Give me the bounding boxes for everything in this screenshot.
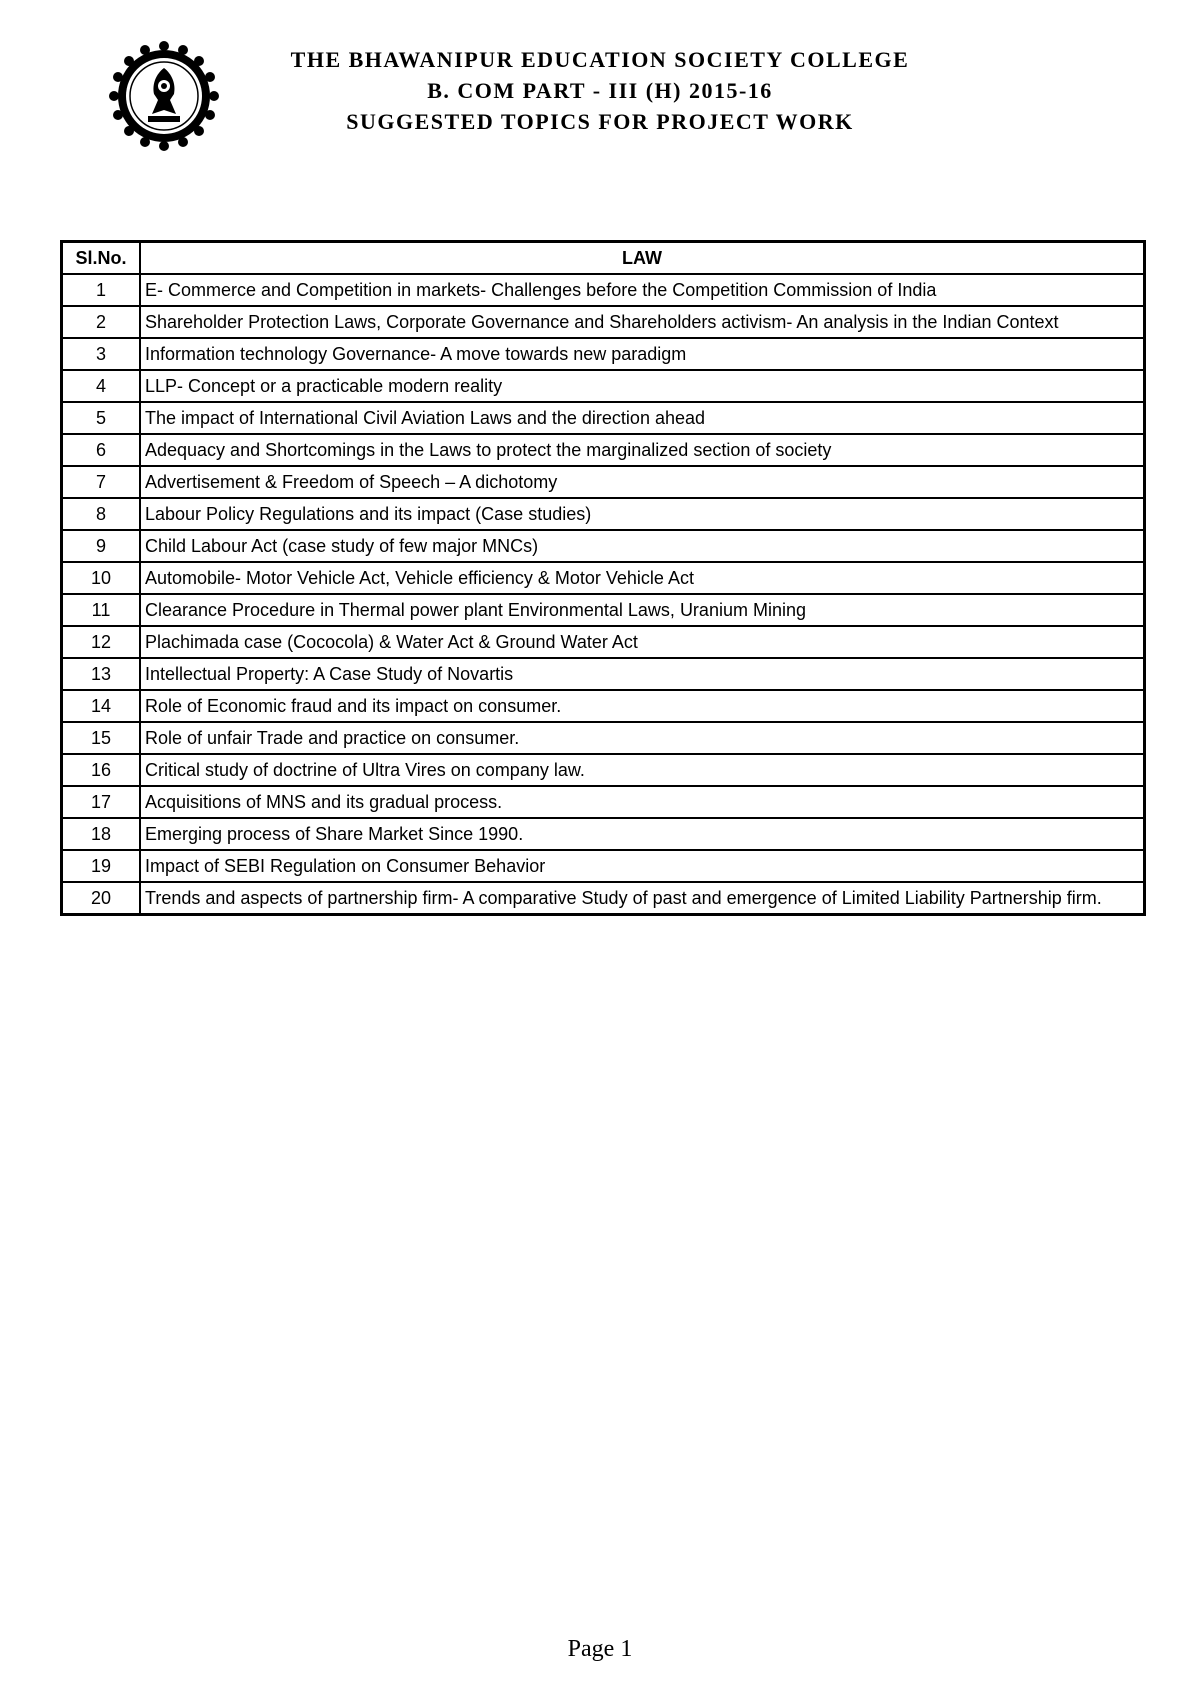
- table-row: [62, 882, 1145, 915]
- topic-cell: Trends and aspects of partnership firm- A comparative Study of past and emergence of Limited Liability Partnership firm.: [140, 882, 1145, 915]
- table-row: [62, 722, 1145, 754]
- topic-cell: Acquisitions of MNS and its gradual process.: [140, 786, 1145, 818]
- serial-number-cell: 8: [62, 498, 141, 530]
- document-title: SUGGESTED TOPICS FOR PROJECT WORK: [346, 109, 854, 134]
- topic-cell: E- Commerce and Competition in markets- Challenges before the Competition Commission of India: [140, 274, 1145, 306]
- table-row: [62, 402, 1145, 434]
- serial-number-cell: 10: [62, 562, 141, 594]
- table-row: [62, 306, 1145, 338]
- topic-cell: Advertisement & Freedom of Speech – A dichotomy: [140, 466, 1145, 498]
- topic-cell: Critical study of doctrine of Ultra Vires on company law.: [140, 754, 1145, 786]
- table-body: [62, 274, 1145, 915]
- topic-cell: LLP- Concept or a practicable modern reality: [140, 370, 1145, 402]
- topic-cell: Shareholder Protection Laws, Corporate Governance and Shareholders activism- An analysis in the Indian Context: [140, 306, 1145, 338]
- serial-number-cell: 6: [62, 434, 141, 466]
- topic-cell: Plachimada case (Cococola) & Water Act & Ground Water Act: [140, 626, 1145, 658]
- topic-cell: Emerging process of Share Market Since 1990.: [140, 818, 1145, 850]
- document-header: [240, 44, 960, 137]
- page-number: Page 1: [567, 1636, 633, 1662]
- table-row: [62, 466, 1145, 498]
- table-row: [62, 658, 1145, 690]
- topic-cell: Child Labour Act (case study of few major MNCs): [140, 530, 1145, 562]
- table-row: [62, 850, 1145, 882]
- serial-number-cell: 19: [62, 850, 141, 882]
- college-logo-seal: [108, 40, 220, 152]
- project-topics-table: [60, 240, 1146, 916]
- column-header-sl-no: Sl.No.: [62, 242, 141, 275]
- table-row: [62, 690, 1145, 722]
- serial-number-cell: 20: [62, 882, 141, 915]
- topic-cell: Role of Economic fraud and its impact on consumer.: [140, 690, 1145, 722]
- serial-number-cell: 1: [62, 274, 141, 306]
- table-row: [62, 818, 1145, 850]
- topic-cell: Role of unfair Trade and practice on consumer.: [140, 722, 1145, 754]
- table-row: [62, 530, 1145, 562]
- table-row: [62, 754, 1145, 786]
- column-header-law: LAW: [140, 242, 1145, 275]
- table-row: [62, 434, 1145, 466]
- topic-cell: Impact of SEBI Regulation on Consumer Behavior: [140, 850, 1145, 882]
- serial-number-cell: 3: [62, 338, 141, 370]
- serial-number-cell: 11: [62, 594, 141, 626]
- course-year: B. COM PART - III (H) 2015-16: [427, 78, 773, 103]
- serial-number-cell: 4: [62, 370, 141, 402]
- serial-number-cell: 16: [62, 754, 141, 786]
- topic-cell: The impact of International Civil Aviation Laws and the direction ahead: [140, 402, 1145, 434]
- serial-number-cell: 15: [62, 722, 141, 754]
- table-row: [62, 498, 1145, 530]
- serial-number-cell: 17: [62, 786, 141, 818]
- table-row: [62, 594, 1145, 626]
- table-header-row: [62, 242, 1145, 275]
- serial-number-cell: 14: [62, 690, 141, 722]
- serial-number-cell: 7: [62, 466, 141, 498]
- table-row: [62, 626, 1145, 658]
- table-row: [62, 338, 1145, 370]
- table-row: [62, 562, 1145, 594]
- serial-number-cell: 12: [62, 626, 141, 658]
- serial-number-cell: 2: [62, 306, 141, 338]
- topic-cell: Clearance Procedure in Thermal power plant Environmental Laws, Uranium Mining: [140, 594, 1145, 626]
- topic-cell: Information technology Governance- A move towards new paradigm: [140, 338, 1145, 370]
- table-row: [62, 786, 1145, 818]
- serial-number-cell: 18: [62, 818, 141, 850]
- table-row: [62, 370, 1145, 402]
- topic-cell: Adequacy and Shortcomings in the Laws to protect the marginalized section of society: [140, 434, 1145, 466]
- topic-cell: Automobile- Motor Vehicle Act, Vehicle efficiency & Motor Vehicle Act: [140, 562, 1145, 594]
- serial-number-cell: 13: [62, 658, 141, 690]
- college-name: THE BHAWANIPUR EDUCATION SOCIETY COLLEGE: [290, 47, 910, 72]
- serial-number-cell: 5: [62, 402, 141, 434]
- serial-number-cell: 9: [62, 530, 141, 562]
- topic-cell: Labour Policy Regulations and its impact (Case studies): [140, 498, 1145, 530]
- topic-cell: Intellectual Property: A Case Study of Novartis: [140, 658, 1145, 690]
- table-row: [62, 274, 1145, 306]
